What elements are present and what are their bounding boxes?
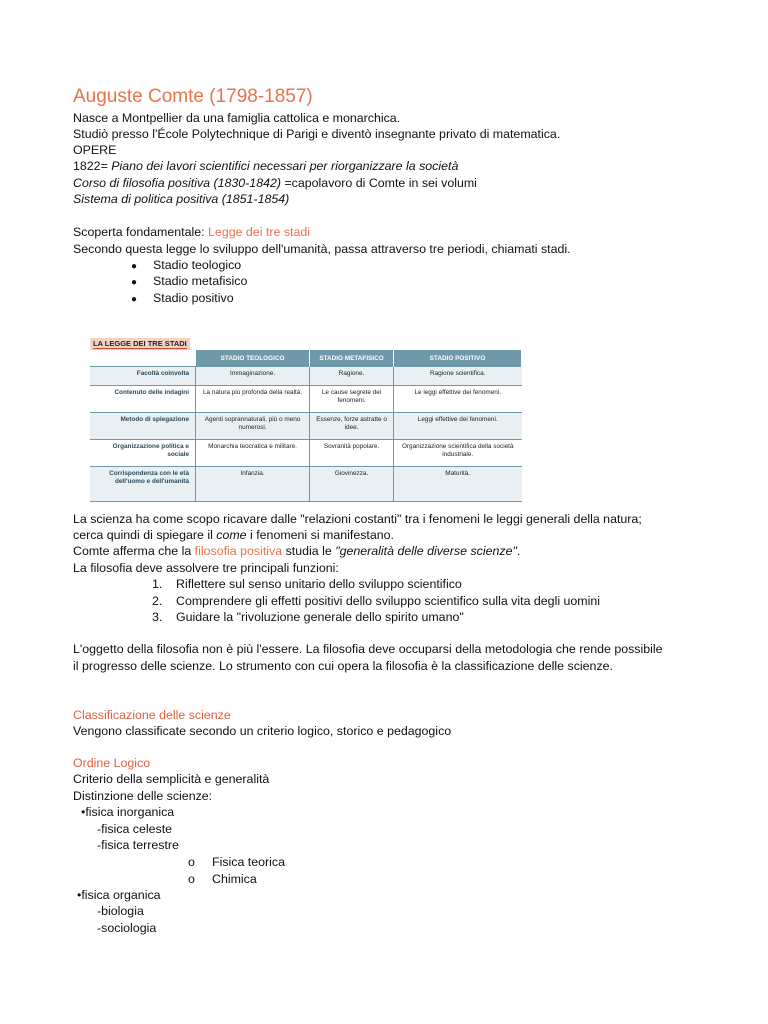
science-line-2: cerca quindi di spiegare il come i fenomeni si manifestano. [73, 528, 394, 542]
three-stages-figure [90, 338, 522, 490]
row-header: Facoltà coinvolta [90, 367, 196, 386]
opera-1-title: Piano dei lavori scientifici necessari per riorganizzare la società [107, 159, 459, 173]
table-cell: La natura più profonda della realtà. [196, 386, 310, 413]
table-header: STADIO POSITIVO [393, 350, 521, 367]
table-cell: Leggi effettive dei fenomeni. [393, 413, 521, 440]
opera-3: Sistema di politica positiva (1851-1854) [73, 192, 290, 206]
page-title: Auguste Comte (1798-1857) [73, 86, 313, 107]
list-item: ● Stadio metafisico [131, 273, 247, 291]
row-header: Corrispondenza con le età dell'uomo e dell'umanità [90, 467, 196, 502]
table-row [90, 467, 522, 502]
opera-1-year: 1822= [73, 159, 108, 173]
object-line-1: L'oggetto della filosofia non è più l'essere. La filosofia deve occuparsi della metodologia che rende possibile [73, 642, 663, 656]
birth-line: Nasce a Montpellier da una famiglia cattolica e monarchica. [73, 111, 401, 125]
opera-1 [73, 158, 458, 174]
table-cell: Maturità. [393, 467, 521, 502]
list-item: -biologia [97, 904, 144, 918]
table-cell: Le cause segrete dei fenomeni. [310, 386, 394, 413]
table-cell: Le leggi effettive dei fenomeni. [393, 386, 521, 413]
opera-2 [73, 175, 477, 191]
list-item: ● Stadio positivo [131, 290, 234, 308]
opera-2-title: Corso di filosofia positiva (1830-1842) [73, 176, 281, 190]
positive-philosophy-term: filosofia positiva [194, 544, 283, 558]
figure-title: LA LEGGE DEI TRE STADI [90, 338, 190, 350]
science-line-3: Comte afferma che la filosofia positiva studia le "generalità delle diverse scienze". [73, 544, 521, 558]
science-line-1: La scienza ha come scopo ricavare dalle "relazioni costanti" tra i fenomeni le leggi generali della natura; [73, 512, 642, 526]
list-item: ● Stadio teologico [131, 257, 241, 275]
object-line-2: il progresso delle scienze. Lo strumento con cui opera la filosofia è la classificazione delle scienze. [73, 659, 613, 673]
bullet-icon: ● [131, 294, 138, 305]
table-header: STADIO TEOLOGICO [196, 350, 310, 367]
classification-text: Vengono classificate secondo un criterio logico, storico e pedagogico [73, 724, 452, 738]
row-header: Organizzazione politica e sociale [90, 440, 196, 467]
list-item: -sociologia [97, 921, 157, 935]
table-cell: Giovinezza. [310, 467, 394, 502]
table-corner [90, 350, 196, 367]
table-row [90, 386, 522, 413]
logical-line-2: Distinzione delle scienze: [73, 789, 213, 803]
row-header: Metodo di spiegazione [90, 413, 196, 440]
list-item: -fisica terrestre [97, 838, 179, 852]
table-cell: Agenti soprannaturali, più o meno numerosi. [196, 413, 310, 440]
table-cell: Organizzazione scientifica della società industriale. [393, 440, 521, 467]
function-item: 3. Guidare la "rivoluzione generale dello spirito umano" [152, 610, 464, 624]
table-row [90, 440, 522, 467]
table-cell: Infanzia. [196, 467, 310, 502]
list-item: •fisica inorganica [81, 805, 175, 819]
discovery-text: Secondo questa legge lo sviluppo dell'umanità, passa attraverso tre periodi, chiamati stadi. [73, 242, 571, 256]
discovery-label: Scoperta fondamentale: [73, 225, 205, 239]
opere-label: OPERE [73, 143, 117, 157]
science-line-4: La filosofia deve assolvere tre principali funzioni: [73, 561, 339, 575]
classification-heading: Classificazione delle scienze [73, 708, 231, 722]
discovery-line [73, 224, 310, 240]
table-cell: Ragione scientifica. [393, 367, 521, 386]
function-item: 2. Comprendere gli effetti positivi dello sviluppo scientifico sulla vita degli uomini [152, 594, 601, 608]
list-item: o Fisica teorica [188, 855, 285, 869]
circle-bullet-icon: o [188, 855, 195, 869]
bullet-icon: ● [131, 277, 138, 288]
circle-bullet-icon: o [188, 872, 195, 886]
three-stages-table [90, 350, 522, 502]
table-cell: Monarchia teocratica e militare. [196, 440, 310, 467]
list-item: -fisica celeste [97, 822, 173, 836]
table-header: STADIO METAFISICO [310, 350, 394, 367]
study-line: Studiò presso l'École Polytechnique di Parigi e diventò insegnante privato di matematica. [73, 127, 561, 141]
table-cell: Essenze, forze astratte o idee. [310, 413, 394, 440]
list-item: o Chimica [188, 872, 257, 886]
function-item: 1. Riflettere sul senso unitario dello sviluppo scientifico [152, 577, 462, 591]
law-link: Legge dei tre stadi [208, 225, 310, 239]
table-cell: Immaginazione. [196, 367, 310, 386]
row-header: Contenuto delle indagini [90, 386, 196, 413]
logical-order-heading: Ordine Logico [73, 756, 151, 770]
table-cell: Ragione. [310, 367, 394, 386]
bullet-icon: ● [131, 261, 138, 272]
table-row [90, 367, 522, 386]
list-item: •fisica organica [77, 888, 161, 902]
logical-line-1: Criterio della semplicità e generalità [73, 772, 270, 786]
table-row [90, 413, 522, 440]
opera-2-note: =capolavoro di Comte in sei volumi [281, 176, 477, 190]
table-cell: Sovranità popolare. [310, 440, 394, 467]
